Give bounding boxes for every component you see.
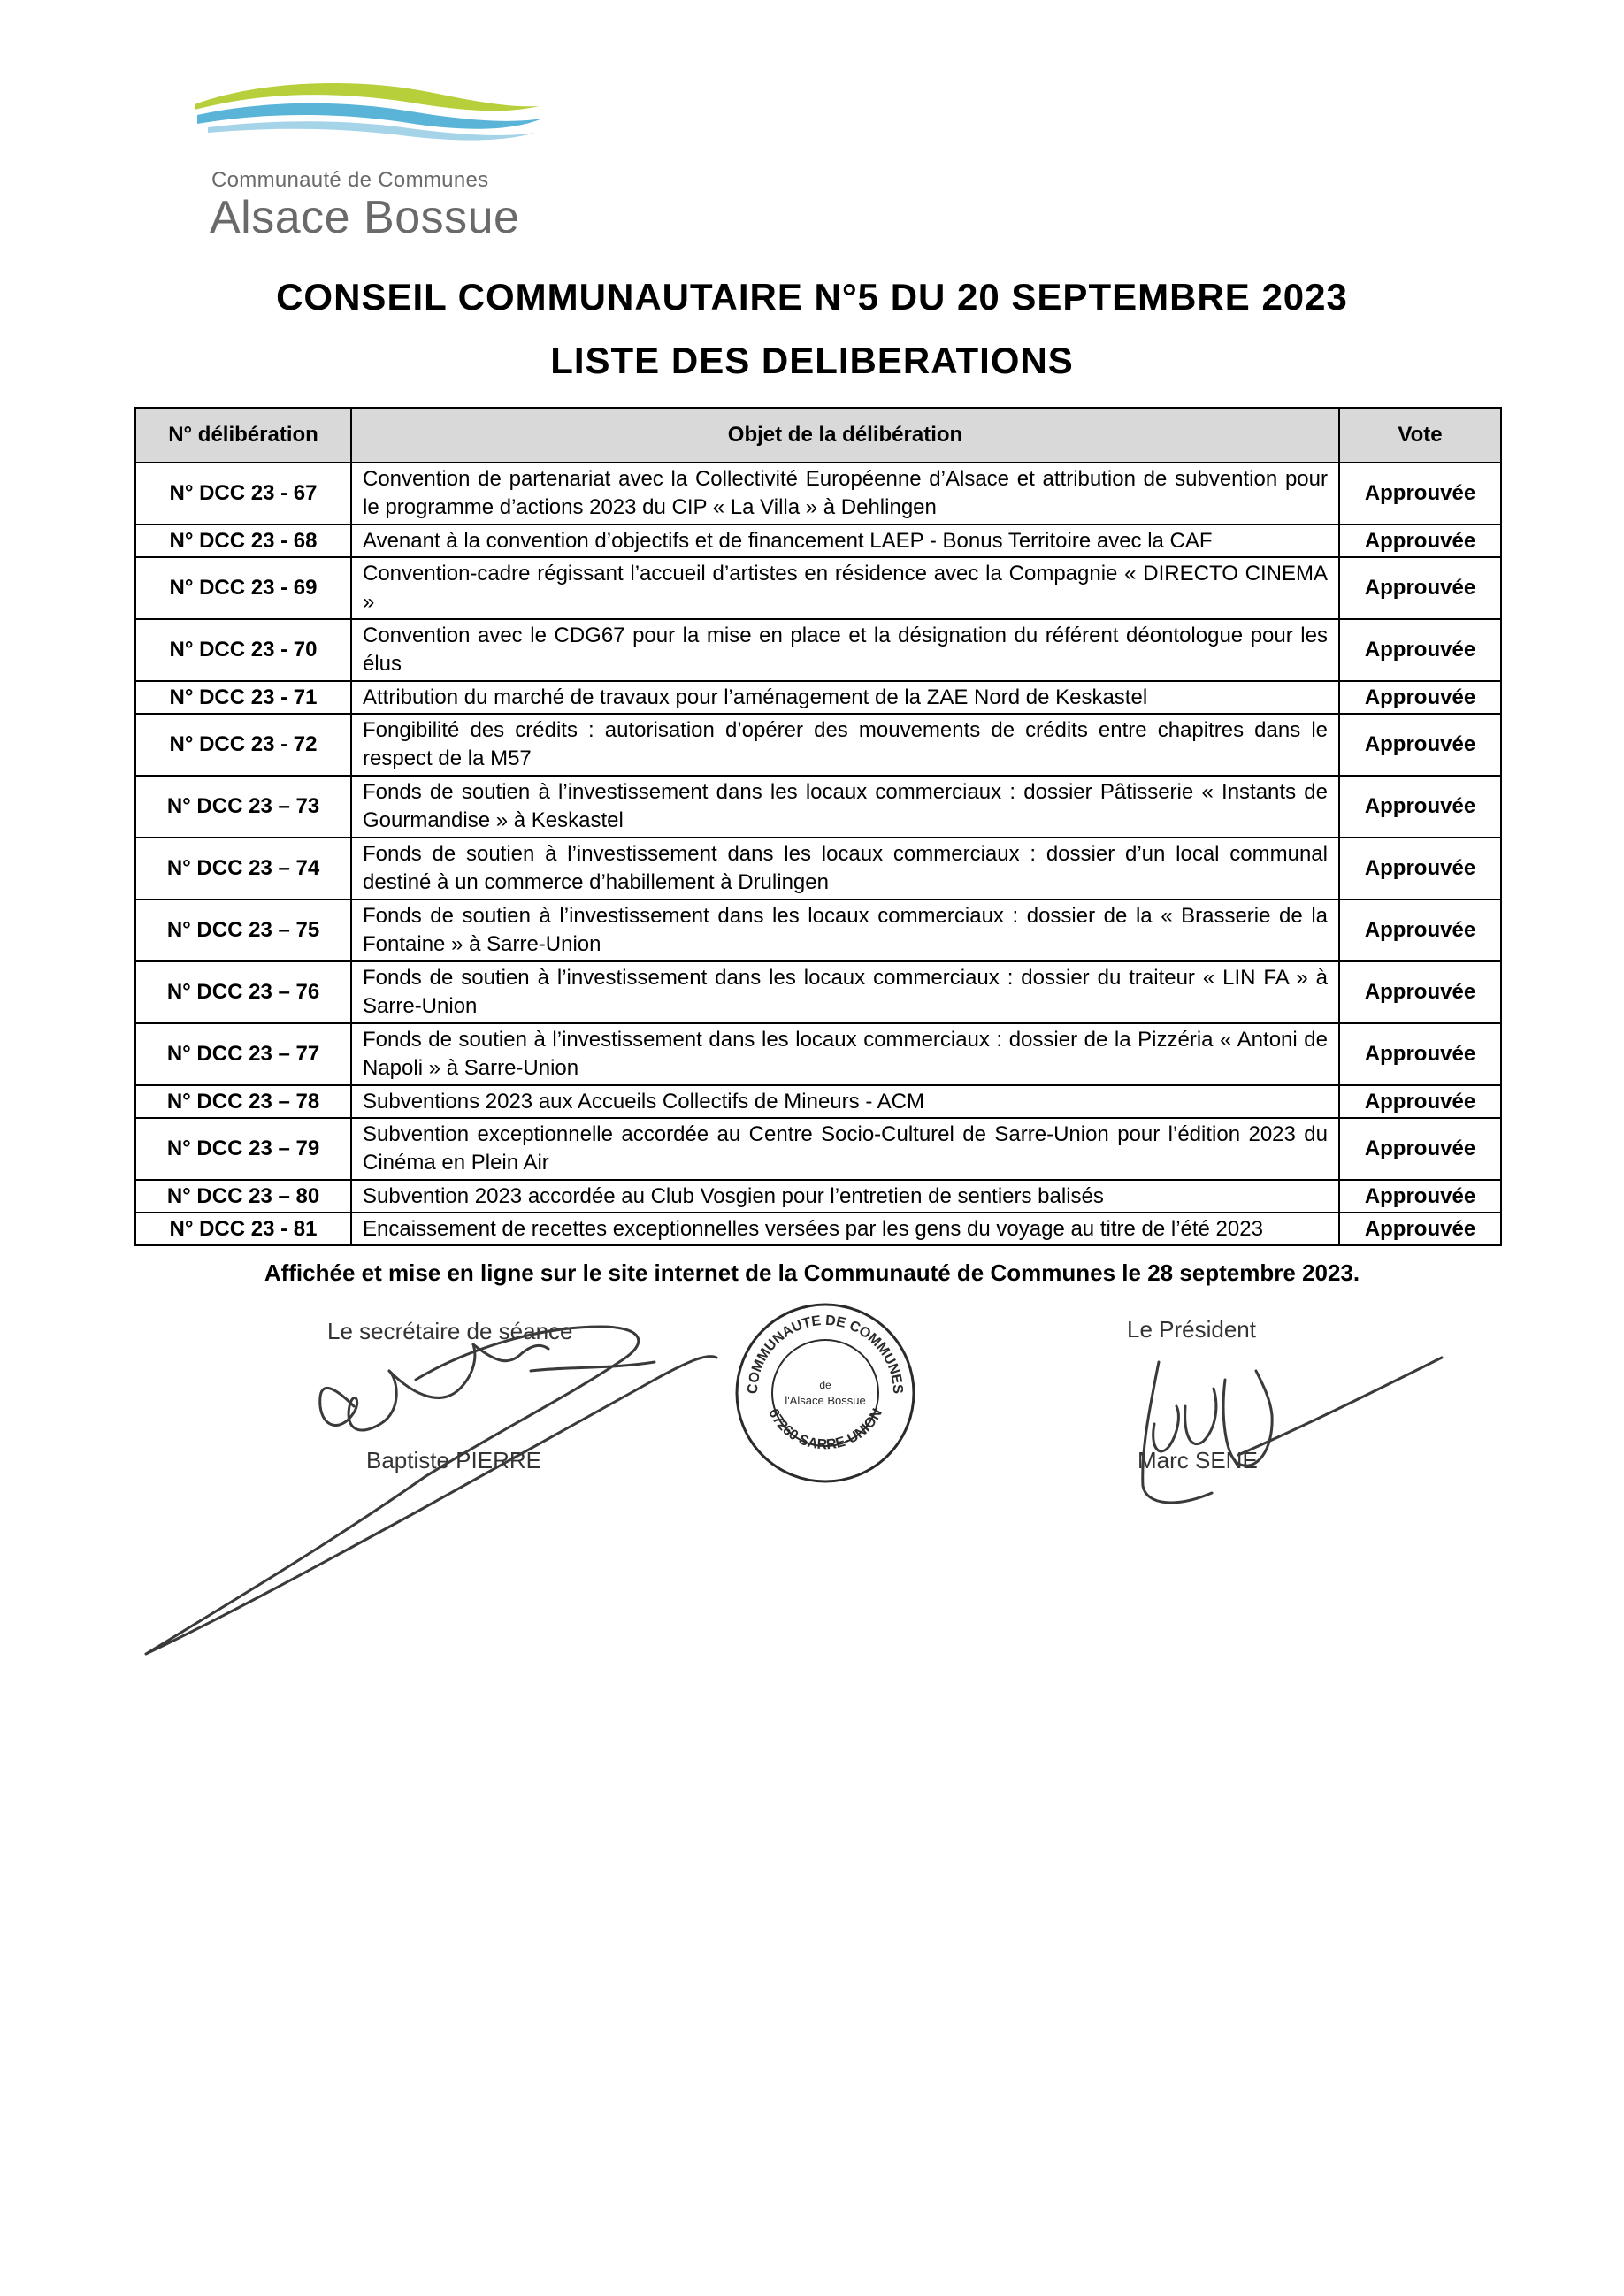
table-row bbox=[135, 1023, 1501, 1085]
table-body bbox=[135, 463, 1501, 1245]
table-header-row bbox=[135, 408, 1501, 463]
deliberation-number: N° DCC 23 – 78 bbox=[135, 1085, 351, 1118]
deliberation-number: N° DCC 23 – 74 bbox=[135, 838, 351, 899]
deliberation-vote: Approuvée bbox=[1339, 961, 1501, 1023]
official-stamp bbox=[732, 1300, 918, 1486]
deliberation-vote: Approuvée bbox=[1339, 1085, 1501, 1118]
deliberation-vote: Approuvée bbox=[1339, 681, 1501, 714]
table-row bbox=[135, 619, 1501, 681]
deliberation-number: N° DCC 23 – 77 bbox=[135, 1023, 351, 1085]
table-row bbox=[135, 1180, 1501, 1213]
table-row bbox=[135, 1118, 1501, 1180]
table-row bbox=[135, 463, 1501, 524]
logo-name: Alsace Bossue bbox=[210, 192, 520, 243]
table-row bbox=[135, 961, 1501, 1023]
stamp-center-line2: l'Alsace Bossue bbox=[785, 1394, 866, 1407]
deliberation-number: N° DCC 23 - 70 bbox=[135, 619, 351, 681]
table-row bbox=[135, 899, 1501, 961]
deliberation-object: Subvention 2023 accordée au Club Vosgien pour l’entretien de sentiers balisés bbox=[351, 1180, 1339, 1213]
deliberation-vote: Approuvée bbox=[1339, 838, 1501, 899]
deliberation-object: Fonds de soutien à l’investissement dans les locaux commerciaux : dossier Pâtisserie « Instants de Gourmandise » à Keskastel bbox=[351, 776, 1339, 838]
president-title: Le Président bbox=[1127, 1316, 1256, 1343]
logo-waves-icon bbox=[190, 80, 544, 168]
deliberation-vote: Approuvée bbox=[1339, 557, 1501, 619]
logo bbox=[190, 80, 544, 248]
deliberation-vote: Approuvée bbox=[1339, 1118, 1501, 1180]
deliberation-number: N° DCC 23 – 80 bbox=[135, 1180, 351, 1213]
deliberation-vote: Approuvée bbox=[1339, 619, 1501, 681]
deliberations-table bbox=[134, 407, 1502, 1246]
table-row bbox=[135, 1213, 1501, 1245]
column-header-vote: Vote bbox=[1339, 408, 1501, 463]
secretary-signature bbox=[146, 1327, 716, 1654]
deliberation-vote: Approuvée bbox=[1339, 899, 1501, 961]
stamp-center-line1: de bbox=[819, 1379, 831, 1391]
secretary-title: Le secrétaire de séance bbox=[327, 1318, 573, 1344]
deliberation-number: N° DCC 23 – 73 bbox=[135, 776, 351, 838]
deliberation-vote: Approuvée bbox=[1339, 463, 1501, 524]
deliberation-number: N° DCC 23 – 79 bbox=[135, 1118, 351, 1180]
table-row bbox=[135, 681, 1501, 714]
deliberation-number: N° DCC 23 - 69 bbox=[135, 557, 351, 619]
deliberation-vote: Approuvée bbox=[1339, 776, 1501, 838]
document-title: CONSEIL COMMUNAUTAIRE N°5 DU 20 SEPTEMBRE 2023 bbox=[276, 276, 1348, 318]
deliberation-vote: Approuvée bbox=[1339, 1180, 1501, 1213]
publication-note: Affichée et mise en ligne sur le site internet de la Communauté de Communes le 28 septembre 2023. bbox=[264, 1259, 1360, 1286]
table-row bbox=[135, 1085, 1501, 1118]
deliberation-number: N° DCC 23 – 76 bbox=[135, 961, 351, 1023]
deliberation-object: Convention-cadre régissant l’accueil d’artistes en résidence avec la Compagnie « DIRECTO CINEMA » bbox=[351, 557, 1339, 619]
table-row bbox=[135, 557, 1501, 619]
table-row bbox=[135, 838, 1501, 899]
deliberation-object: Convention de partenariat avec la Collectivité Européenne d’Alsace et attribution de subvention pour le programme d’actions 2023 du CIP « La Villa » à Dehlingen bbox=[351, 463, 1339, 524]
document-subtitle: LISTE DES DELIBERATIONS bbox=[550, 340, 1074, 381]
deliberation-number: N° DCC 23 - 81 bbox=[135, 1213, 351, 1245]
column-header-object: Objet de la délibération bbox=[351, 408, 1339, 463]
stamp-outer-text: COMMUNAUTE DE COMMUNES bbox=[745, 1313, 906, 1395]
deliberation-vote: Approuvée bbox=[1339, 1023, 1501, 1085]
deliberation-number: N° DCC 23 - 71 bbox=[135, 681, 351, 714]
stamp-bottom-text: 67260 SARRE-UNION bbox=[765, 1406, 885, 1453]
deliberation-vote: Approuvée bbox=[1339, 714, 1501, 776]
deliberation-object: Attribution du marché de travaux pour l’aménagement de la ZAE Nord de Keskastel bbox=[351, 681, 1339, 714]
deliberation-object: Encaissement de recettes exceptionnelles versées par les gens du voyage au titre de l’été 2023 bbox=[351, 1213, 1339, 1245]
table-row bbox=[135, 524, 1501, 557]
column-header-number: N° délibération bbox=[135, 408, 351, 463]
president-name: Marc SENE bbox=[1138, 1447, 1258, 1473]
table-row bbox=[135, 776, 1501, 838]
president-signature bbox=[1143, 1358, 1442, 1503]
deliberation-number: N° DCC 23 - 67 bbox=[135, 463, 351, 524]
deliberation-object: Fonds de soutien à l’investissement dans les locaux commerciaux : dossier du traiteur « LIN FA » à Sarre-Union bbox=[351, 961, 1339, 1023]
deliberation-object: Fonds de soutien à l’investissement dans les locaux commerciaux : dossier de la « Brasserie de la Fontaine » à Sarre-Union bbox=[351, 899, 1339, 961]
deliberation-vote: Approuvée bbox=[1339, 524, 1501, 557]
deliberation-object: Fonds de soutien à l’investissement dans les locaux commerciaux : dossier d’un local communal destiné à un commerce d’habillement à Drulingen bbox=[351, 838, 1339, 899]
svg-text:67260 SARRE-UNION bbox=[765, 1406, 885, 1452]
deliberation-number: N° DCC 23 – 75 bbox=[135, 899, 351, 961]
deliberation-object: Subventions 2023 aux Accueils Collectifs de Mineurs - ACM bbox=[351, 1085, 1339, 1118]
deliberation-number: N° DCC 23 - 68 bbox=[135, 524, 351, 557]
deliberation-object: Convention avec le CDG67 pour la mise en place et la désignation du référent déontologue pour les élus bbox=[351, 619, 1339, 681]
deliberation-object: Subvention exceptionnelle accordée au Centre Socio-Culturel de Sarre-Union pour l’édition 2023 du Cinéma en Plein Air bbox=[351, 1118, 1339, 1180]
deliberation-object: Avenant à la convention d’objectifs et de financement LAEP - Bonus Territoire avec la CAF bbox=[351, 524, 1339, 557]
deliberation-object: Fonds de soutien à l’investissement dans les locaux commerciaux : dossier de la Pizzéria « Antoni de Napoli » à Sarre-Union bbox=[351, 1023, 1339, 1085]
logo-subtitle: Communauté de Communes bbox=[211, 168, 489, 192]
table-row bbox=[135, 714, 1501, 776]
secretary-name: Baptiste PIERRE bbox=[366, 1447, 541, 1473]
deliberation-object: Fongibilité des crédits : autorisation d’opérer des mouvements de crédits entre chapitres dans le respect de la M57 bbox=[351, 714, 1339, 776]
deliberation-number: N° DCC 23 - 72 bbox=[135, 714, 351, 776]
deliberation-vote: Approuvée bbox=[1339, 1213, 1501, 1245]
